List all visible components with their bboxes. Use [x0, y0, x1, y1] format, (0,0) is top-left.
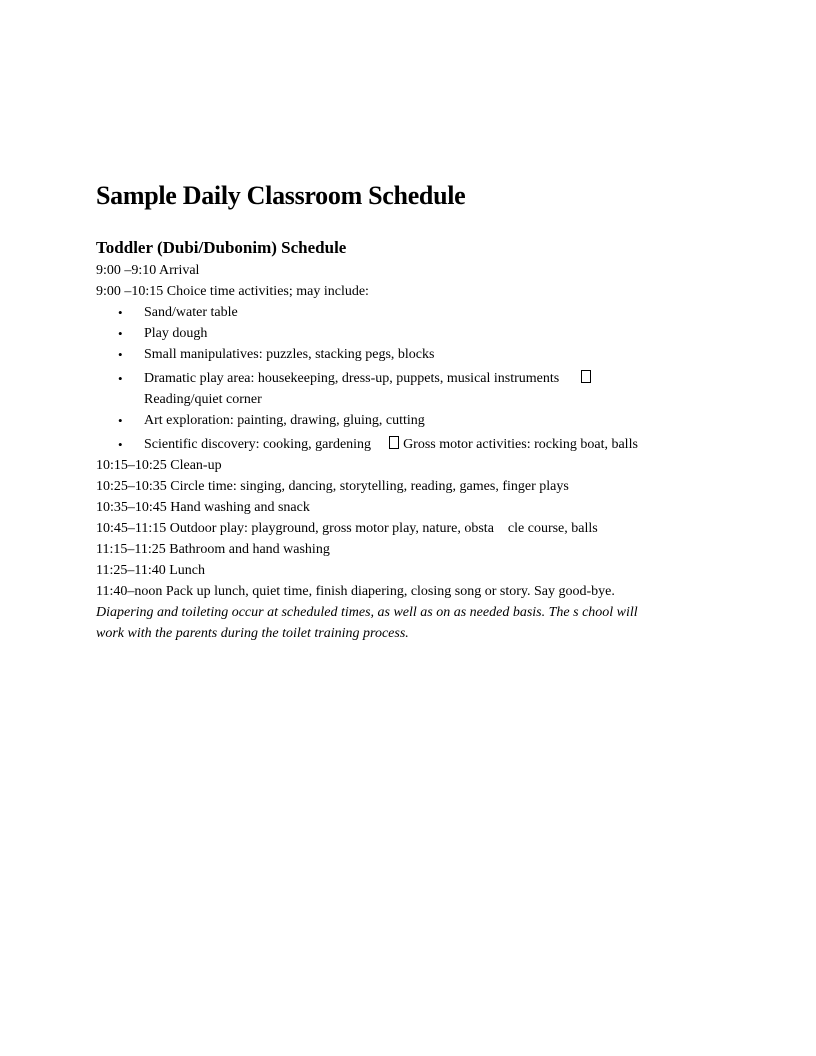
- activity-dramatic-play: Dramatic play area: housekeeping, dress-up, puppets, musical instruments: [144, 371, 560, 386]
- list-item: [96, 323, 726, 344]
- bullet-icon: •: [118, 413, 123, 428]
- schedule-line-clean-up: 10:15–10:25 Clean-up: [96, 458, 222, 473]
- document-content: [96, 178, 726, 644]
- activity-play-dough: Play dough: [144, 326, 208, 341]
- bullet-icon: •: [118, 437, 123, 452]
- diapering-note: [96, 602, 726, 644]
- diapering-note-line-1: Diapering and toileting occur at scheduled times, as well as on as needed basis. The s chool will: [96, 605, 638, 620]
- bullet-icon: •: [118, 326, 123, 341]
- activity-scientific: Scientific discovery: cooking, gardening: [144, 437, 372, 452]
- schedule-line-choice-time: 9:00 –10:15 Choice time activities; may include:: [96, 284, 369, 299]
- activity-sand-water: Sand/water table: [144, 305, 238, 320]
- activity-gross-motor: Gross motor activities: rocking boat, balls: [403, 437, 638, 452]
- bullet-icon: •: [118, 371, 123, 386]
- schedule-line-bathroom: 11:15–11:25 Bathroom and hand washing: [96, 542, 330, 557]
- missing-glyph-icon: [389, 436, 399, 449]
- list-item: [96, 434, 726, 455]
- missing-glyph-icon: [581, 370, 591, 383]
- list-item: [96, 344, 726, 365]
- schedule-line-arrival: 9:00 –9:10 Arrival: [96, 263, 200, 278]
- activity-reading-corner: Reading/quiet corner: [144, 392, 262, 407]
- bullet-icon: •: [118, 305, 123, 320]
- schedule-line-snack: 10:35–10:45 Hand washing and snack: [96, 500, 310, 515]
- activity-small-manipulatives: Small manipulatives: puzzles, stacking pegs, blocks: [144, 347, 435, 362]
- outdoor-play-text-start: 10:45–11:15 Outdoor play: playground, gross motor play, nature, obsta: [96, 521, 494, 536]
- schedule-line-outdoor-play: [96, 518, 726, 539]
- document-title: Sample Daily Classroom Schedule: [96, 181, 466, 210]
- schedule-line-circle-time: 10:25–10:35 Circle time: singing, dancing, storytelling, reading, games, finger plays: [96, 479, 569, 494]
- activity-list: [96, 302, 726, 455]
- list-item: [96, 410, 726, 431]
- schedule-subtitle: Toddler (Dubi/Dubonim) Schedule: [96, 238, 347, 257]
- schedule-line-dismissal: 11:40–noon Pack up lunch, quiet time, finish diapering, closing song or story. Say good-bye.: [96, 584, 615, 599]
- bullet-icon: •: [118, 347, 123, 362]
- schedule-line-lunch: 11:25–11:40 Lunch: [96, 563, 206, 578]
- list-item: [96, 302, 726, 323]
- diapering-note-line-2: work with the parents during the toilet training process.: [96, 626, 409, 641]
- outdoor-play-text-end: cle course, balls: [507, 521, 598, 536]
- list-item: [96, 368, 726, 410]
- activity-art: Art exploration: painting, drawing, gluing, cutting: [144, 413, 425, 428]
